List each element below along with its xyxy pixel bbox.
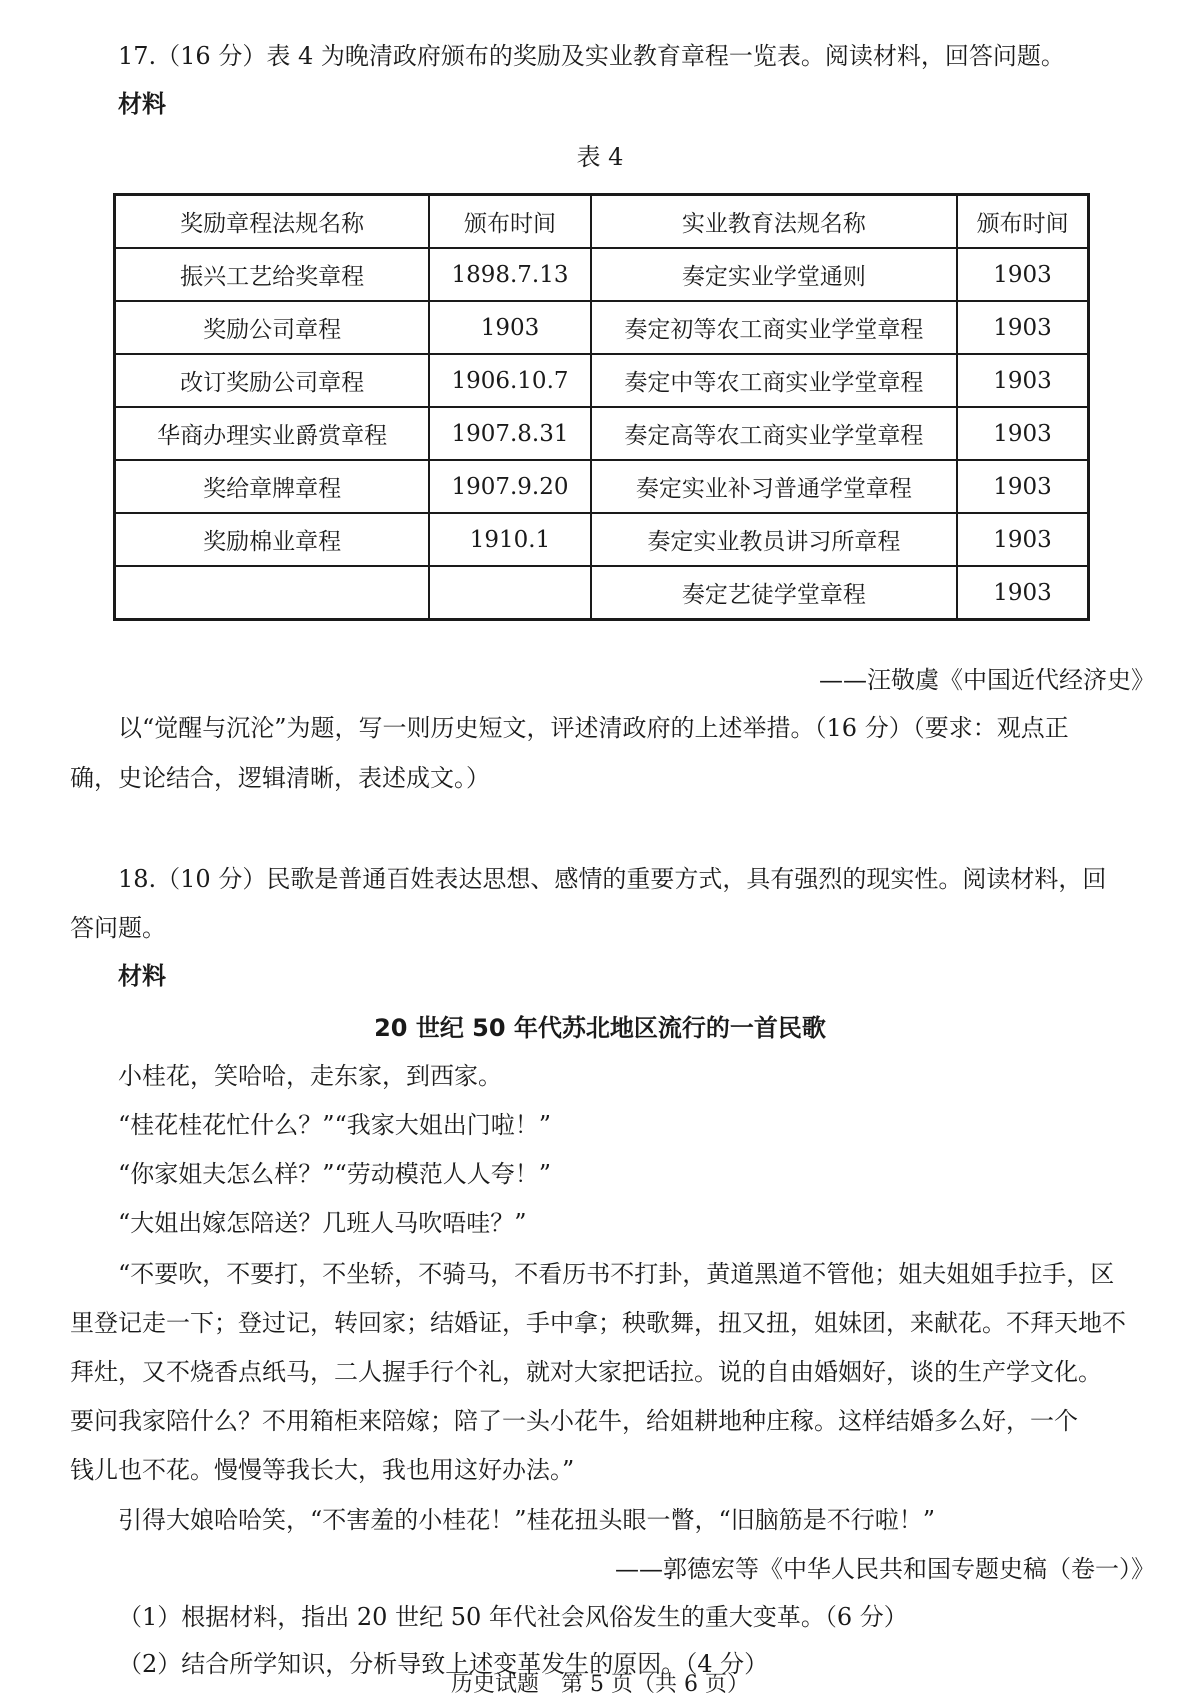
song-paragraph-line: 拜灶，又不烧香点纸马，二人握手行个礼，就对大家把话拉。说的自由婚姻好，谈的生产学文化。 [70,1358,1102,1386]
song-line: 小桂花，笑哈哈，走东家，到西家。 [118,1062,502,1090]
table-header-cell: 颁布时间 [429,195,590,249]
q18-source: ——郭德宏等《中华人民共和国专题史稿（卷一）》 [615,1555,1155,1583]
table-cell: 改订奖励公司章程 [115,354,430,407]
table-cell: 1906.10.7 [429,354,590,407]
table-cell: 奏定中等农工商实业学堂章程 [591,354,957,407]
table-cell: 奏定初等农工商实业学堂章程 [591,301,957,354]
table-title: 表 4 [576,143,624,171]
table-cell: 1907.8.31 [429,407,590,460]
table-cell: 1903 [429,301,590,354]
table-cell: 1903 [957,407,1088,460]
table-row [115,566,1089,620]
table-cell: 1903 [957,566,1088,620]
song-paragraph-line: 里登记走一下；登过记，转回家；结婚证，手中拿；秧歌舞，扭又扭，姐妹团，来献花。不拜天地不 [70,1309,1126,1337]
song-paragraph-line: 钱儿也不花。慢慢等我长大，我也用这好办法。” [70,1456,575,1484]
table-cell: 奖给章牌章程 [115,460,430,513]
table-cell: 奏定实业学堂通则 [591,248,957,301]
table-row [115,248,1089,301]
table-cell: 1903 [957,301,1088,354]
q18-subquestion-1: （1）根据材料，指出 20 世纪 50 年代社会风俗发生的重大变革。（6 分） [118,1603,908,1631]
table-cell: 1898.7.13 [429,248,590,301]
song-last-line: 引得大娘哈哈笑，“不害羞的小桂花！”桂花扭头眼一瞥，“旧脑筋是不行啦！” [118,1506,936,1534]
table-row [115,407,1089,460]
table-header-cell: 奖励章程法规名称 [115,195,430,249]
regulations-table [113,193,1090,621]
q17-stem: 17.（16 分）表 4 为晚清政府颁布的奖励及实业教育章程一览表。阅读材料，回答问题。 [118,42,1065,70]
page-footer: 历史试题 第 5 页（共 6 页） [451,1672,749,1697]
q17-task-line2: 确，史论结合，逻辑清晰，表述成文。） [70,764,490,792]
q17-source: ——汪敬虞《中国近代经济史》 [819,666,1155,694]
q18-subquestion-2: （2）结合所学知识，分析导致上述变革发生的原因。（4 分） [118,1650,769,1678]
table-cell: 振兴工艺给奖章程 [115,248,430,301]
table-cell: 奏定实业教员讲习所章程 [591,513,957,566]
song-line: “大姐出嫁怎陪送？几班人马吹唔哇？” [118,1209,527,1237]
table-cell: 1903 [957,460,1088,513]
table-cell [115,566,430,620]
table-row [115,301,1089,354]
table-cell [429,566,590,620]
song-paragraph-line: 要问我家陪什么？不用箱柜来陪嫁；陪了一头小花牛，给姐耕地种庄稼。这样结婚多么好，一个 [70,1407,1078,1435]
table-cell: 奏定艺徒学堂章程 [591,566,957,620]
table-header-cell: 实业教育法规名称 [591,195,957,249]
table-cell: 奖励棉业章程 [115,513,430,566]
table-header-row [115,195,1089,249]
q18-material-label: 材料 [118,962,166,990]
table-cell: 1910.1 [429,513,590,566]
table-row [115,460,1089,513]
table-cell: 华商办理实业爵赏章程 [115,407,430,460]
song-line: “你家姐夫怎么样？”“劳动模范人人夸！” [118,1160,552,1188]
table-header-cell: 颁布时间 [957,195,1088,249]
q18-stem-line2: 答问题。 [70,914,166,942]
table-cell: 1903 [957,513,1088,566]
q18-stem-line1: 18.（10 分）民歌是普通百姓表达思想、感情的重要方式，具有强烈的现实性。阅读材料，回 [118,865,1107,893]
song-paragraph-line: “不要吹，不要打，不坐轿，不骑马，不看历书不打卦，黄道黑道不管他；姐夫姐姐手拉手，区 [118,1260,1115,1288]
table-cell: 1903 [957,354,1088,407]
table-cell: 1903 [957,248,1088,301]
song-line: “桂花桂花忙什么？”“我家大姐出门啦！” [118,1111,552,1139]
song-title: 20 世纪 50 年代苏北地区流行的一首民歌 [374,1014,826,1042]
q17-task-line1: 以“觉醒与沉沦”为题，写一则历史短文，评述清政府的上述举措。（16 分）（要求：观点正 [118,714,1069,742]
table-cell: 1907.9.20 [429,460,590,513]
table-cell: 奏定高等农工商实业学堂章程 [591,407,957,460]
q17-material-label: 材料 [118,90,166,118]
table-row [115,513,1089,566]
table-cell: 奖励公司章程 [115,301,430,354]
table-cell: 奏定实业补习普通学堂章程 [591,460,957,513]
table-row [115,354,1089,407]
